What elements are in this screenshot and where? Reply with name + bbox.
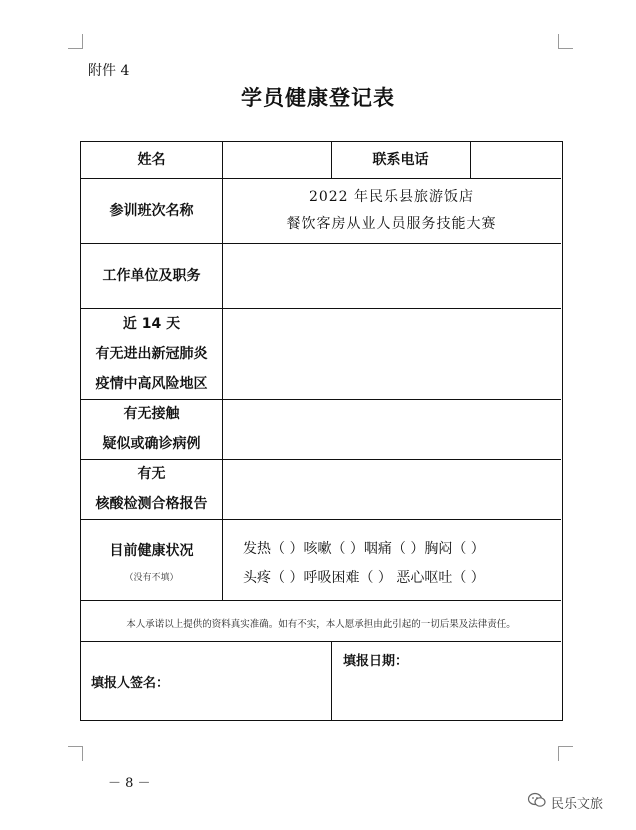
travel-history-label	[81, 308, 222, 399]
nucleic-test-field[interactable]	[222, 459, 561, 519]
work-unit-field[interactable]	[222, 243, 561, 308]
watermark	[527, 792, 603, 812]
class-name-line: 餐饮客房从业人员服务技能大赛	[286, 215, 497, 232]
label-line: 疫情中高风险地区	[95, 375, 208, 392]
page-number: － 8 －	[108, 776, 151, 791]
row-divider	[81, 600, 561, 601]
nucleic-test-label	[81, 459, 222, 519]
label-line: 有无进出新冠肺炎	[95, 345, 208, 362]
date-label: 填报日期：	[343, 654, 409, 669]
signature-label: 填报人签名：	[91, 676, 170, 691]
page-title: 学员健康登记表	[241, 85, 395, 110]
class-name-label: 参训班次名称	[109, 202, 194, 219]
health-status-label-cell	[81, 519, 222, 600]
attachment-label: 附件 4	[88, 63, 130, 79]
row-divider	[81, 641, 561, 642]
contact-history-field[interactable]	[222, 399, 561, 459]
health-status-label: 目前健康状况	[109, 543, 194, 559]
crop-mark-bottom-right	[558, 746, 573, 761]
symptoms-row[interactable]: 头疼（ ）呼吸困难（ ） 恶心呕吐（ ）	[243, 570, 485, 586]
travel-history-field[interactable]	[222, 308, 561, 399]
label-line: 近 14 天	[122, 315, 181, 332]
health-status-note: （没有不填）	[124, 573, 179, 583]
wechat-icon	[527, 792, 547, 812]
health-registration-form	[80, 141, 563, 721]
phone-field[interactable]	[470, 142, 561, 178]
phone-label: 联系电话	[372, 152, 429, 168]
work-unit-label: 工作单位及职务	[102, 267, 201, 284]
column-divider	[331, 641, 332, 721]
label-line: 有无接触	[123, 406, 180, 422]
crop-mark-bottom-left	[68, 746, 83, 761]
label-line: 核酸检测合格报告	[95, 496, 208, 512]
label-line: 疑似或确诊病例	[102, 436, 201, 452]
name-label: 姓名	[137, 152, 166, 168]
crop-mark-top-right	[558, 34, 573, 49]
class-name-line: 2022 年民乐县旅游饭店	[308, 188, 475, 205]
label-line: 有无	[137, 466, 166, 482]
class-name-value	[222, 178, 561, 243]
name-field[interactable]	[222, 142, 331, 178]
crop-mark-top-left	[68, 34, 83, 49]
contact-history-label	[81, 399, 222, 459]
pledge-statement: 本人承诺以上提供的资料真实准确。如有不实，本人愿承担由此引起的一切后果及法律责任。	[126, 619, 516, 630]
watermark-text: 民乐文旅	[551, 796, 604, 812]
symptoms-row[interactable]: 发热（ ）咳嗽（ ）咽痛（ ）胸闷（ ）	[243, 541, 485, 557]
